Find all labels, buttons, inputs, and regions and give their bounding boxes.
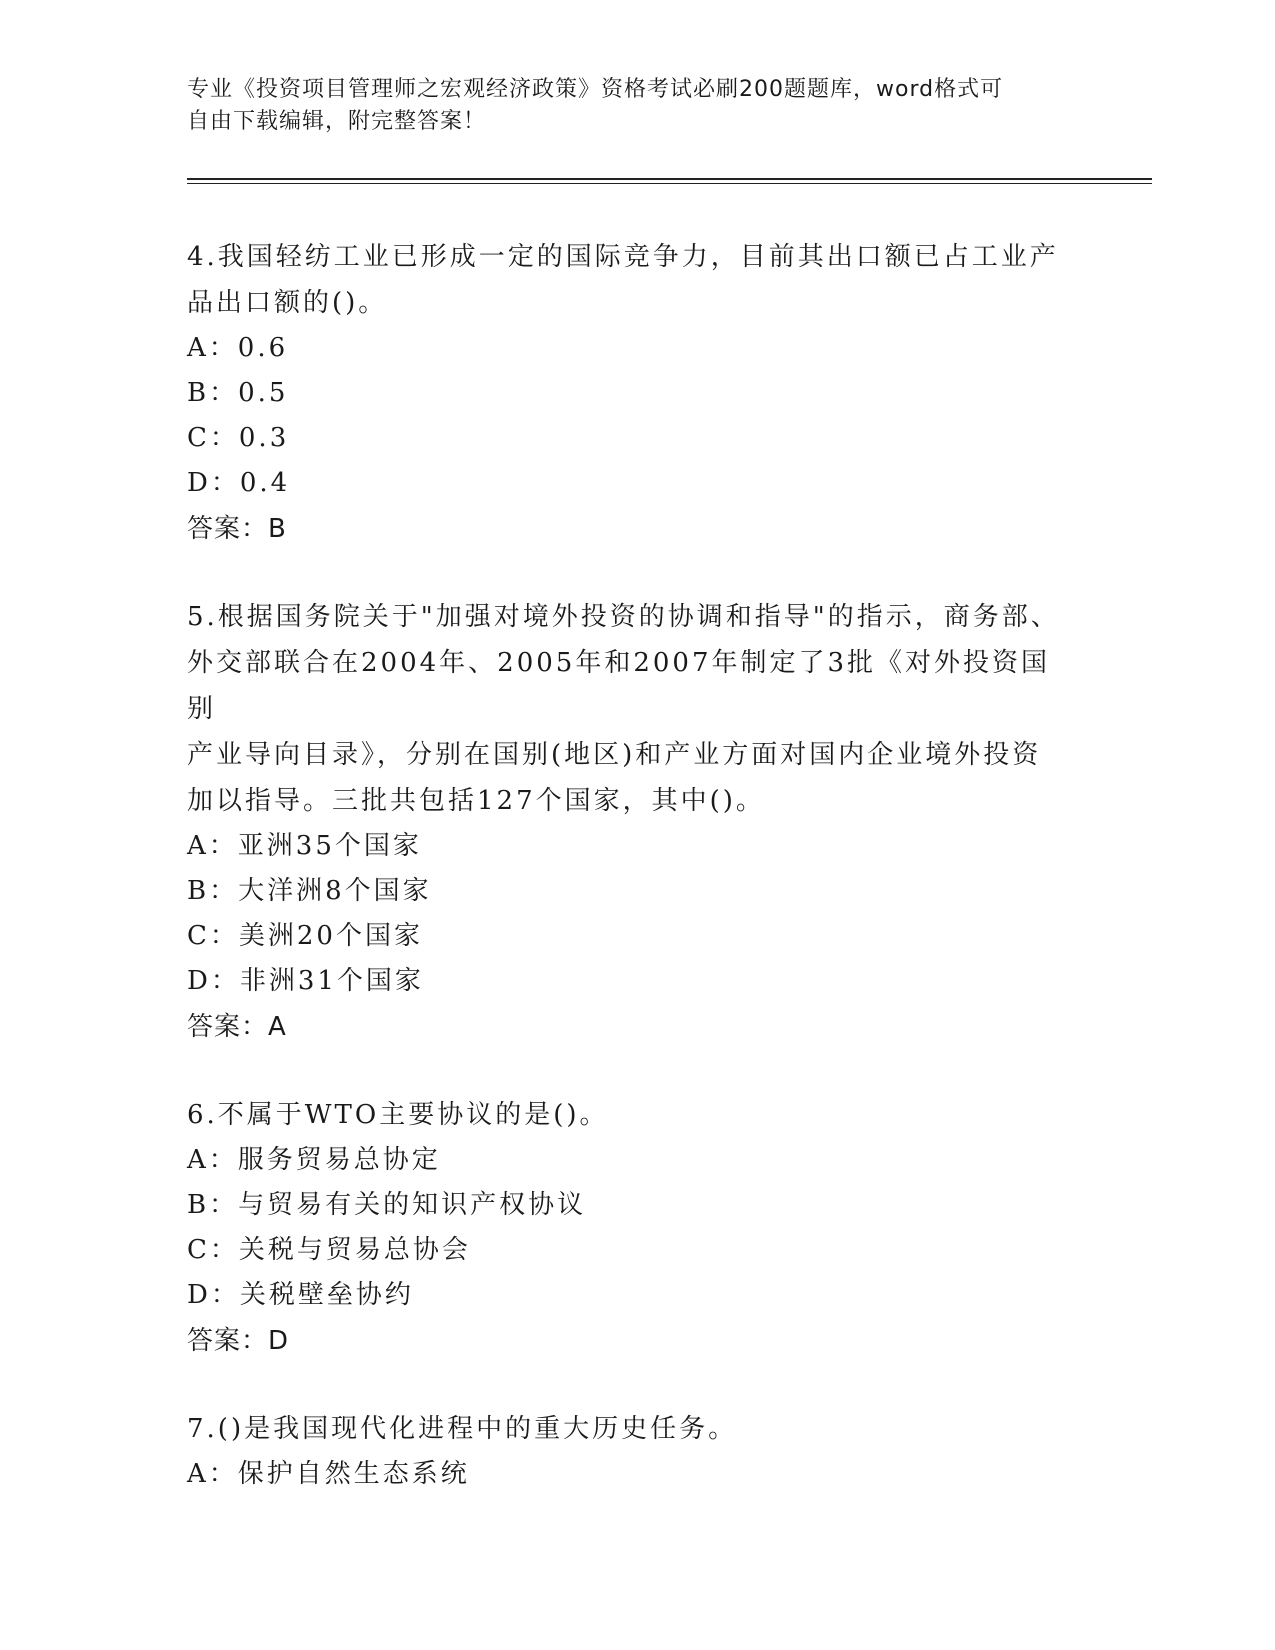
question-text-line: 4.我国轻纺工业已形成一定的国际竞争力，目前其出口额已占工业产 [187, 242, 1059, 272]
question-list [187, 234, 1067, 1539]
question-text-line: 外交部联合在2004年、2005年和2007年制定了3批《对外投资国别 [187, 648, 1051, 724]
question-text [187, 1406, 1067, 1452]
header-line-2: 自由下载编辑，附完整答案！ [187, 109, 487, 134]
option-d: D：关税壁垒协约 [187, 1280, 414, 1310]
option-a: A：服务贸易总协定 [187, 1145, 441, 1175]
header-line-1: 专业《投资项目管理师之宏观经济政策》资格考试必刷200题题库，word格式可 [187, 77, 1004, 102]
option-c: C：0.3 [187, 423, 290, 453]
question-text [187, 1092, 1067, 1138]
question-6 [187, 1092, 1067, 1364]
question-text [187, 594, 1067, 824]
option-b: B：与贸易有关的知识产权协议 [187, 1190, 587, 1220]
document-header [187, 74, 1067, 138]
header-divider-thin [187, 183, 1152, 184]
question-text [187, 234, 1067, 326]
question-text-line: 5.根据国务院关于"加强对境外投资的协调和指导"的指示，商务部、 [187, 602, 1060, 632]
question-text-line: 品出口额的()。 [187, 288, 388, 318]
option-b: B：0.5 [187, 378, 289, 408]
answer: 答案：B [187, 514, 287, 544]
option-b: B：大洋洲8个国家 [187, 876, 432, 906]
question-7 [187, 1406, 1067, 1497]
option-d: D：0.4 [187, 468, 291, 498]
question-text-line: 产业导向目录》，分别在国别(地区)和产业方面对国内企业境外投资 [187, 740, 1042, 770]
option-a: A：保护自然生态系统 [187, 1459, 470, 1489]
answer: 答案：A [187, 1012, 287, 1042]
question-text-line: 7.()是我国现代化进程中的重大历史任务。 [187, 1414, 738, 1444]
question-5 [187, 594, 1067, 1050]
option-d: D：非洲31个国家 [187, 966, 424, 996]
question-text-line: 加以指导。三批共包括127个国家，其中()。 [187, 786, 765, 816]
header-divider-thick [187, 178, 1152, 180]
option-c: C：美洲20个国家 [187, 921, 423, 951]
option-a: A：亚洲35个国家 [187, 831, 422, 861]
option-c: C：关税与贸易总协会 [187, 1235, 471, 1265]
question-4 [187, 234, 1067, 552]
answer: 答案：D [187, 1326, 290, 1356]
option-a: A：0.6 [187, 333, 289, 363]
question-text-line: 6.不属于WTO主要协议的是()。 [187, 1100, 609, 1130]
